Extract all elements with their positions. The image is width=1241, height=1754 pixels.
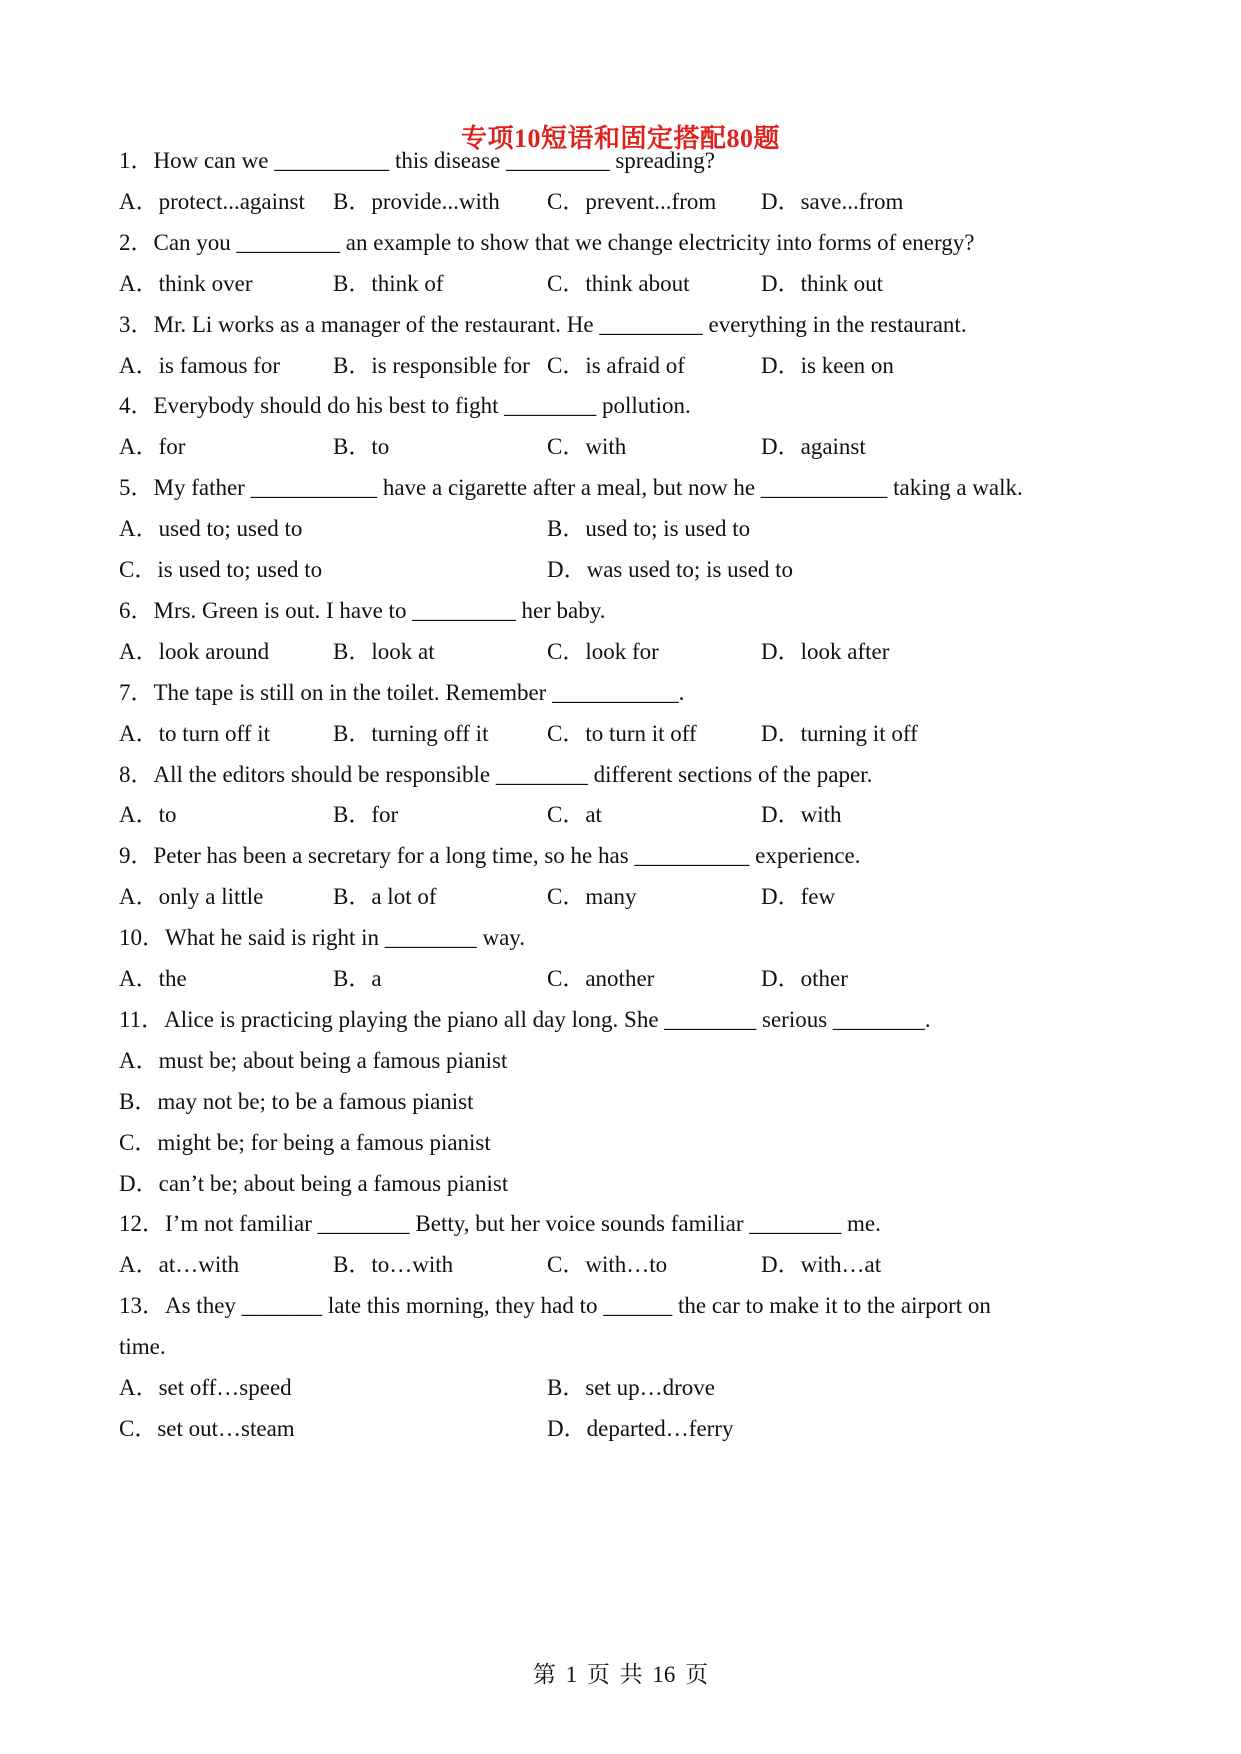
answer-option: A．protect...against (119, 188, 305, 214)
answer-option: D．against (761, 434, 866, 460)
answer-option: D．think out (761, 270, 884, 296)
answer-option: A．used to; used to (119, 516, 303, 542)
question-stem: 1．How can we __________ this disease _________ spreading? (119, 148, 715, 173)
answer-option: B．look at (333, 638, 435, 664)
answer-option: C．might be; for being a famous pianist (119, 1129, 491, 1155)
page-footer: 第 1 页 共 16 页 (532, 1662, 709, 1687)
answer-option: D．turning it off (761, 720, 918, 746)
answer-option: D．look after (761, 638, 890, 664)
answer-option: B．a (333, 966, 382, 991)
answer-option: D．few (761, 884, 836, 910)
question-stem: 11．Alice is practicing playing the piano all day long. She ________ serious ________. (119, 1006, 931, 1032)
answer-option: A．only a little (119, 884, 264, 910)
answer-option: B．think of (333, 270, 444, 296)
answer-option: D．was used to; is used to (547, 557, 793, 582)
answer-option: C．to turn it off (547, 720, 697, 746)
answer-option: A．at…with (119, 1252, 240, 1278)
answer-option: A．must be; about being a famous pianist (119, 1047, 508, 1073)
question-stem: time. (119, 1334, 166, 1360)
question-stem: 13．As they _______ late this morning, they had to ______ the car to make it to the airport on (119, 1293, 991, 1319)
question-stem: 2．Can you _________ an example to show that we change electricity into forms of energy? (119, 229, 975, 255)
answer-option: D．save...from (761, 188, 904, 214)
question-stem: 12．I’m not familiar ________ Betty, but her voice sounds familiar ________ me. (119, 1211, 881, 1237)
question-stem: 9．Peter has been a secretary for a long time, so he has __________ experience. (119, 843, 861, 869)
answer-option: A．to turn off it (119, 720, 270, 746)
question-stem: 4．Everybody should do his best to fight ________ pollution. (119, 393, 691, 419)
answer-option: B．a lot of (333, 884, 437, 910)
answer-option: D．is keen on (761, 352, 894, 378)
answer-option: A．look around (119, 638, 270, 664)
answer-option: B．may not be; to be a famous pianist (119, 1088, 474, 1114)
answer-option: C．another (547, 966, 655, 991)
answer-option: D．with (761, 802, 842, 828)
answer-option: A．think over (119, 270, 253, 296)
question-stem: 7．The tape is still on in the toilet. Remember ___________. (119, 679, 685, 705)
answer-option: C．think about (547, 270, 690, 296)
question-stem: 10．What he said is right in ________ way. (119, 925, 526, 951)
answer-option: C．set out…steam (119, 1415, 295, 1441)
question-stem: 3．Mr. Li works as a manager of the restaurant. He _________ everything in the restaurant. (119, 311, 967, 337)
answer-option: C．look for (547, 638, 659, 664)
answer-option: B．for (333, 802, 399, 828)
answer-option: C．many (547, 884, 637, 910)
answer-option: C．prevent...from (547, 188, 717, 214)
answer-option: A．for (119, 434, 186, 460)
answer-option: A．set off…speed (119, 1375, 292, 1400)
answer-option: B．turning off it (333, 720, 489, 746)
answer-option: B．set up…drove (547, 1375, 716, 1400)
answer-option: B．to…with (333, 1252, 454, 1278)
answer-option: C．is afraid of (547, 352, 685, 378)
answer-option: A．is famous for (119, 352, 280, 378)
answer-option: D．with…at (761, 1252, 882, 1278)
answer-option: C．is used to; used to (119, 557, 323, 582)
answer-option: C．with…to (547, 1252, 668, 1278)
question-stem: 8．All the editors should be responsible ________ different sections of the paper. (119, 761, 873, 787)
answer-option: C．at (547, 802, 602, 828)
answer-option: B．to (333, 434, 390, 460)
answer-option: A．to (119, 802, 177, 828)
answer-option: A．the (119, 966, 187, 991)
answer-option: D．other (761, 966, 848, 991)
answer-option: B．provide...with (333, 188, 500, 214)
answer-option: C．with (547, 434, 627, 460)
question-stem: 6．Mrs. Green is out. I have to _________ her baby. (119, 597, 606, 623)
question-stem: 5．My father ___________ have a cigarette after a meal, but now he ___________ taking a walk. (119, 475, 1023, 501)
page-title: 专项10短语和固定搭配80题 (460, 124, 780, 153)
answer-option: B．used to; is used to (547, 516, 751, 542)
answer-option: D．can’t be; about being a famous pianist (119, 1170, 509, 1196)
answer-option: B．is responsible for (333, 352, 530, 378)
answer-option: D．departed…ferry (547, 1415, 734, 1441)
